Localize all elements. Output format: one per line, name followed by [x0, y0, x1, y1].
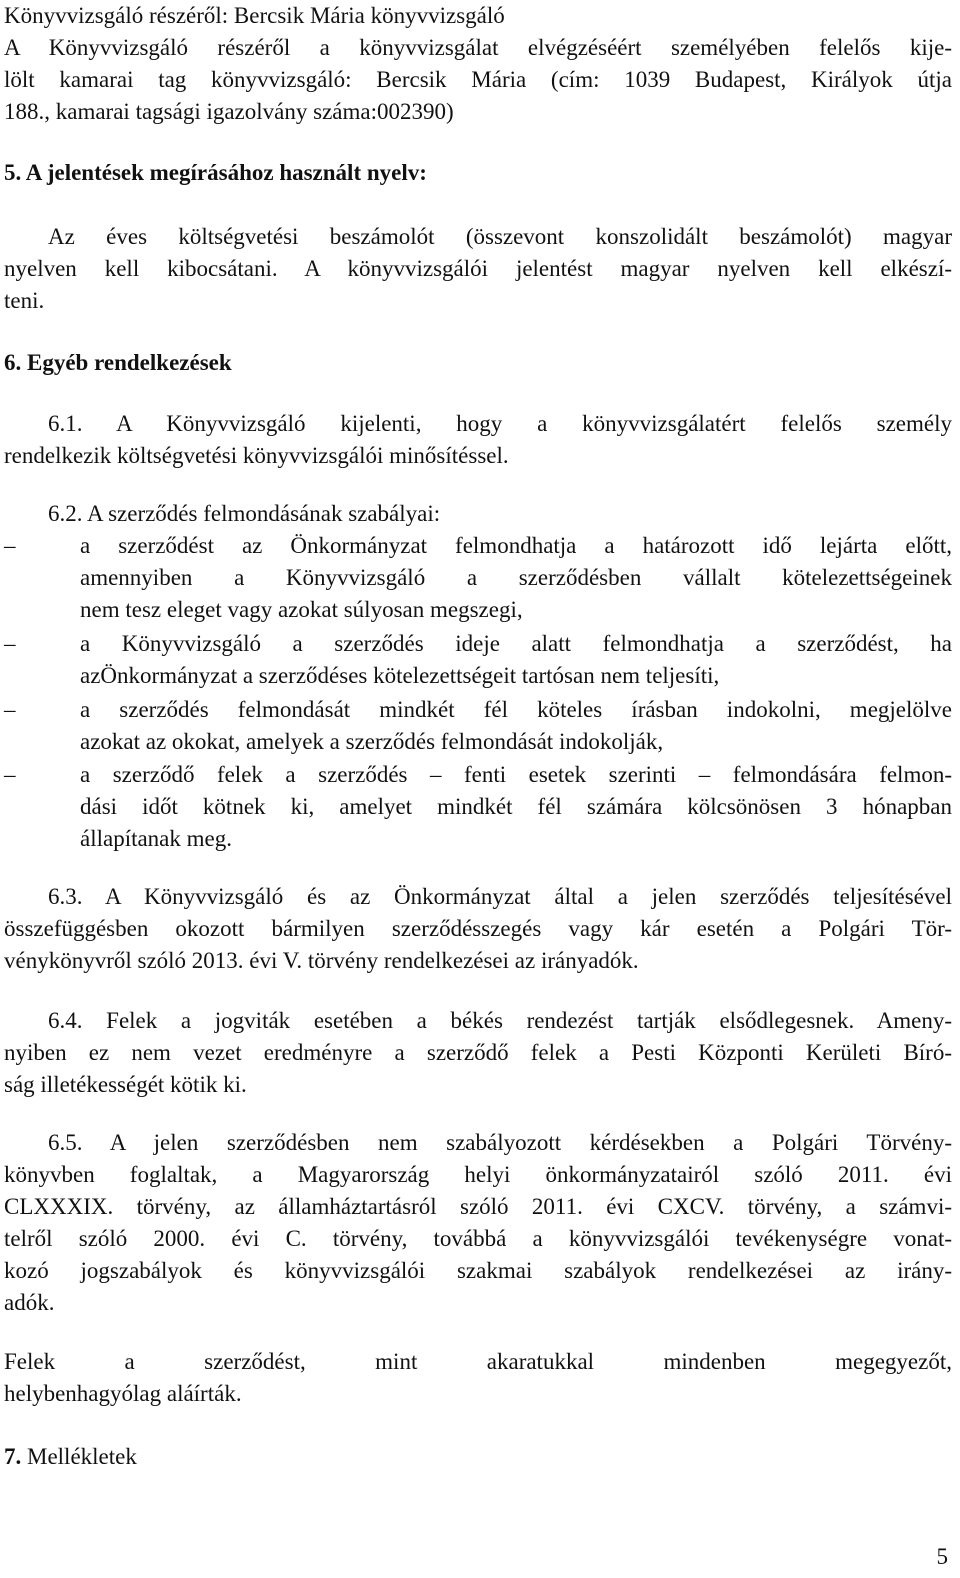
clause-6-4-line-3: ság illetékességét kötik ki. — [4, 1072, 247, 1097]
bullet-4-line-2: dási időt kötnek ki, amelyet mindkét fél számára kölcsönösen 3 hónapban — [80, 794, 952, 819]
bullet-1-line-2: amennyiben a Könyvvizsgáló a szerződésben vállalt kötelezettségeinek — [80, 565, 952, 590]
section-7-heading — [4, 1441, 952, 1473]
clause-6-3-line-1: 6.3. A Könyvvizsgáló és az Önkormányzat által a jelen szerződés teljesítésével — [48, 884, 952, 909]
clause-6-5-line-6: adók. — [4, 1290, 55, 1315]
section-5-heading: 5. A jelentések megírásához használt nyelv: — [4, 160, 427, 185]
bullet-3-line-1: a szerződés felmondását mindkét fél köteles írásban indokolni, megjelölve — [80, 697, 952, 722]
bullet-dash: – — [4, 697, 16, 722]
section-5-text-line-1: Az éves költségvetési beszámolót (összevont konszolidált beszámolót) magyar — [48, 224, 952, 249]
bullet-1-line-1: a szerződést az Önkormányzat felmondhatja a határozott idő lejárta előtt, — [80, 533, 952, 558]
closing-line-2: helybenhagyólag aláírták. — [4, 1381, 242, 1406]
clause-6-5-line-1: 6.5. A jelen szerződésben nem szabályozott kérdésekben a Polgári Törvény- — [48, 1130, 952, 1155]
bullet-4-line-1: a szerződő felek a szerződés – fenti esetek szerinti – felmondására felmon- — [80, 762, 952, 787]
clause-6-3-line-3: vénykönyvről szóló 2013. évi V. törvény rendelkezései az irányadók. — [4, 948, 639, 973]
clause-6-5-line-2: könyvben foglaltak, a Magyarország helyi önkormányzatairól szóló 2011. évi — [4, 1162, 952, 1187]
bullet-4-line-3: állapítanak meg. — [80, 826, 232, 851]
clause-6-3-line-2: összefüggésben okozott bármilyen szerződésszegés vagy kár esetén a Polgári Tör- — [4, 916, 952, 941]
clause-6-1-line-2: rendelkezik költségvetési könyvvizsgálói minősítéssel. — [4, 443, 509, 468]
section-5-text-line-3: teni. — [4, 288, 45, 313]
section-5-text-line-2: nyelven kell kibocsátani. A könyvvizsgálói jelentést magyar nyelven kell elkészí- — [4, 256, 952, 281]
clause-6-1-line-1: 6.1. A Könyvvizsgáló kijelenti, hogy a könyvvizsgálatért felelős személy — [48, 411, 952, 436]
section-7-number: 7. — [4, 1444, 22, 1469]
clause-6-2-intro: 6.2. A szerződés felmondásának szabályai: — [48, 501, 441, 526]
bullet-1-line-3: nem tesz eleget vagy azokat súlyosan megszegi, — [80, 597, 523, 622]
auditor-designation-line-1: A Könyvvizsgáló részéről a könyvvizsgálat elvégzéséért személyében felelős kije- — [4, 35, 952, 60]
clause-6-4-line-2: nyiben ez nem vezet eredményre a szerződő felek a Pesti Központi Kerületi Bíró- — [4, 1040, 952, 1065]
bullet-dash: – — [4, 762, 16, 787]
closing-line-1: Felek a szerződést, mint akaratukkal mindenben megegyezőt, — [4, 1349, 952, 1374]
bullet-2-line-1: a Könyvvizsgáló a szerződés ideje alatt felmondhatja a szerződést, ha — [80, 631, 952, 656]
clause-6-5-line-4: telről szóló 2000. évi C. törvény, továbbá a könyvvizsgálói tevékenységre vonat- — [4, 1226, 952, 1251]
bullet-dash: – — [4, 533, 16, 558]
bullet-dash: – — [4, 631, 16, 656]
page-number: 5 — [936, 1544, 948, 1569]
section-7-title: Mellékletek — [27, 1444, 137, 1469]
bullet-2-line-2: azÖnkormányzat a szerződéses kötelezettségeit tartósan nem teljesíti, — [80, 663, 720, 688]
auditor-party-line: Könyvvizsgáló részéről: Bercsik Mária könyvvizsgáló — [4, 3, 505, 28]
section-6-heading: 6. Egyéb rendelkezések — [4, 350, 232, 375]
bullet-3-line-2: azokat az okokat, amelyek a szerződés felmondását indokolják, — [80, 729, 664, 754]
clause-6-5-line-5: kozó jogszabályok és könyvvizsgálói szakmai szabályok rendelkezései az irány- — [4, 1258, 952, 1283]
clause-6-5-line-3: CLXXXIX. törvény, az államháztartásról szóló 2011. évi CXCV. törvény, a számvi- — [4, 1194, 952, 1219]
auditor-designation-line-2: lölt kamarai tag könyvvizsgáló: Bercsik Mária (cím: 1039 Budapest, Királyok útja — [4, 67, 952, 92]
clause-6-4-line-1: 6.4. Felek a jogviták esetében a békés rendezést tartják elsődlegesnek. Ameny- — [48, 1008, 952, 1033]
auditor-designation-line-3: 188., kamarai tagsági igazolvány száma:002390) — [4, 99, 454, 124]
